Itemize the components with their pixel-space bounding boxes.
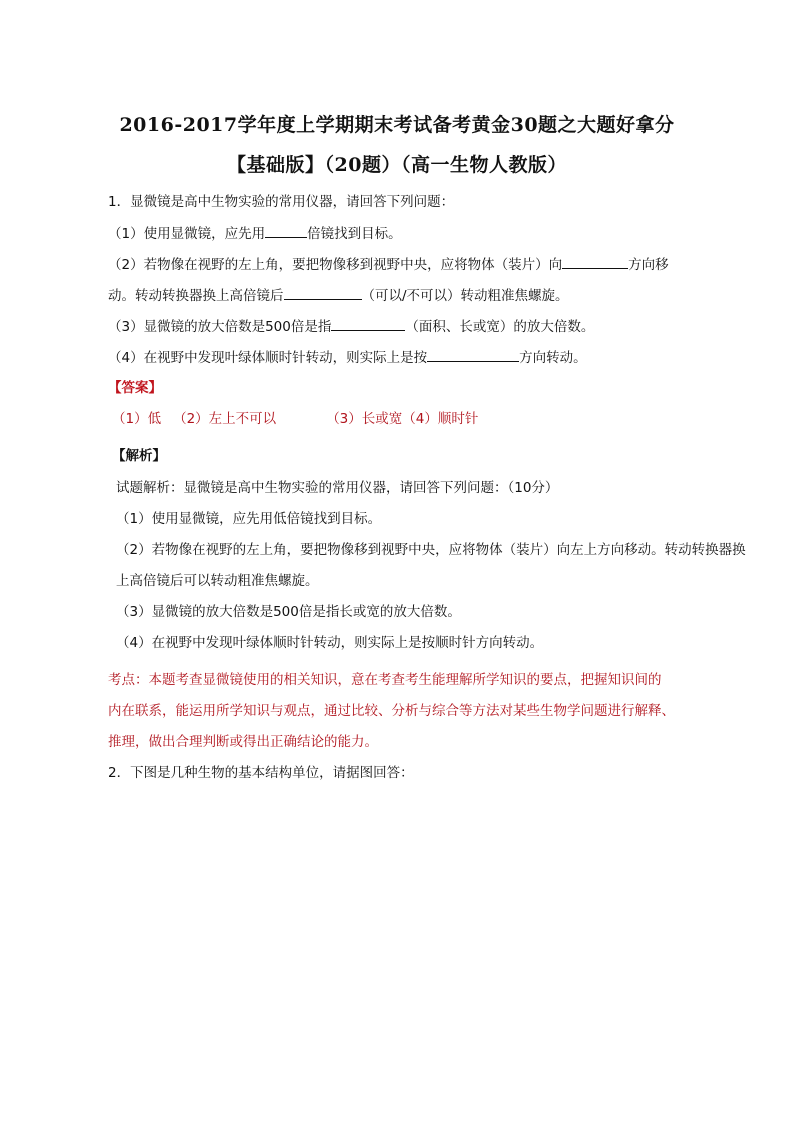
answer-3: （3）长或宽 (326, 411, 403, 427)
question-2-stem: 2．下图是几种生物的基本结构单位，请据图回答： (108, 765, 414, 781)
question-1-part-1 (108, 223, 402, 244)
analysis-line-2-cont: 上高倍镜后可以转动粗准焦螺旋。 (116, 573, 319, 589)
document-title: 2016-2017学年度上学期期末考试备考黄金30题之大题好拿分 (119, 114, 675, 136)
kaodian-line-3: 推理，做出合理判断或得出正确结论的能力。 (108, 734, 378, 750)
q1-p4-text-b: 方向转动。 (519, 350, 587, 366)
answer-1: （1）低 (112, 411, 162, 427)
answer-blank (284, 285, 362, 300)
answer-blank (427, 347, 519, 362)
question-1-stem: 1．显微镜是高中生物实验的常用仪器，请回答下列问题： (108, 194, 455, 210)
question-1-part-4 (108, 347, 587, 368)
answer-4: （4）顺时针 (402, 411, 479, 427)
kaodian-line-1: 考点：本题考查显微镜使用的相关知识，意在考查考生能理解所学知识的要点，把握知识间的 (108, 672, 662, 688)
answer-blank (331, 316, 405, 331)
analysis-heading: 【解析】 (112, 448, 166, 464)
q1-p3-text-a: （3）显微镜的放大倍数是500倍是指 (108, 319, 332, 335)
document-subtitle: 【基础版】（20题）（高一生物人教版） (227, 154, 567, 176)
q1-p2-text-a: （2）若物像在视野的左上角，要把物像移到视野中央，应将物体（装片）向 (108, 257, 563, 273)
q1-p4-text-a: （4）在视野中发现叶绿体顺时针转动，则实际上是按 (108, 350, 428, 366)
analysis-line-2: （2）若物像在视野的左上角，要把物像移到视野中央，应将物体（装片）向左上方向移动。转动转换器换 (116, 542, 746, 558)
q1-p3-text-b: （面积、长或宽）的放大倍数。 (405, 319, 595, 335)
answer-blank (265, 223, 307, 238)
analysis-line-1: （1）使用显微镜，应先用低倍镜找到目标。 (116, 511, 382, 527)
q1-p2c-text-b: （可以/不可以）转动粗准焦螺旋。 (361, 288, 569, 304)
question-1-part-3 (108, 316, 594, 337)
answer-heading: 【答案】 (108, 380, 162, 396)
q1-p1-text-a: （1）使用显微镜，应先用 (108, 226, 266, 242)
answer-2: （2）左上不可以 (173, 411, 277, 427)
q1-p1-text-b: 倍镜找到目标。 (307, 226, 402, 242)
q1-p2-text-b: 方向移 (628, 257, 669, 273)
analysis-line-3: （3）显微镜的放大倍数是500倍是指长或宽的放大倍数。 (116, 604, 461, 620)
kaodian-line-2: 内在联系，能运用所学知识与观点，通过比较、分析与综合等方法对某些生物学问题进行解释、 (108, 703, 675, 719)
q1-p2c-text-a: 动。转动转换器换上高倍镜后 (108, 288, 284, 304)
answer-blank (562, 254, 628, 269)
question-1-part-2 (108, 254, 669, 275)
question-1-part-2-cont (108, 285, 569, 306)
analysis-intro: 试题解析：显微镜是高中生物实验的常用仪器，请回答下列问题：（10分） (116, 480, 559, 496)
analysis-line-4: （4）在视野中发现叶绿体顺时针转动，则实际上是按顺时针方向转动。 (116, 635, 544, 651)
answer-line (112, 409, 478, 429)
